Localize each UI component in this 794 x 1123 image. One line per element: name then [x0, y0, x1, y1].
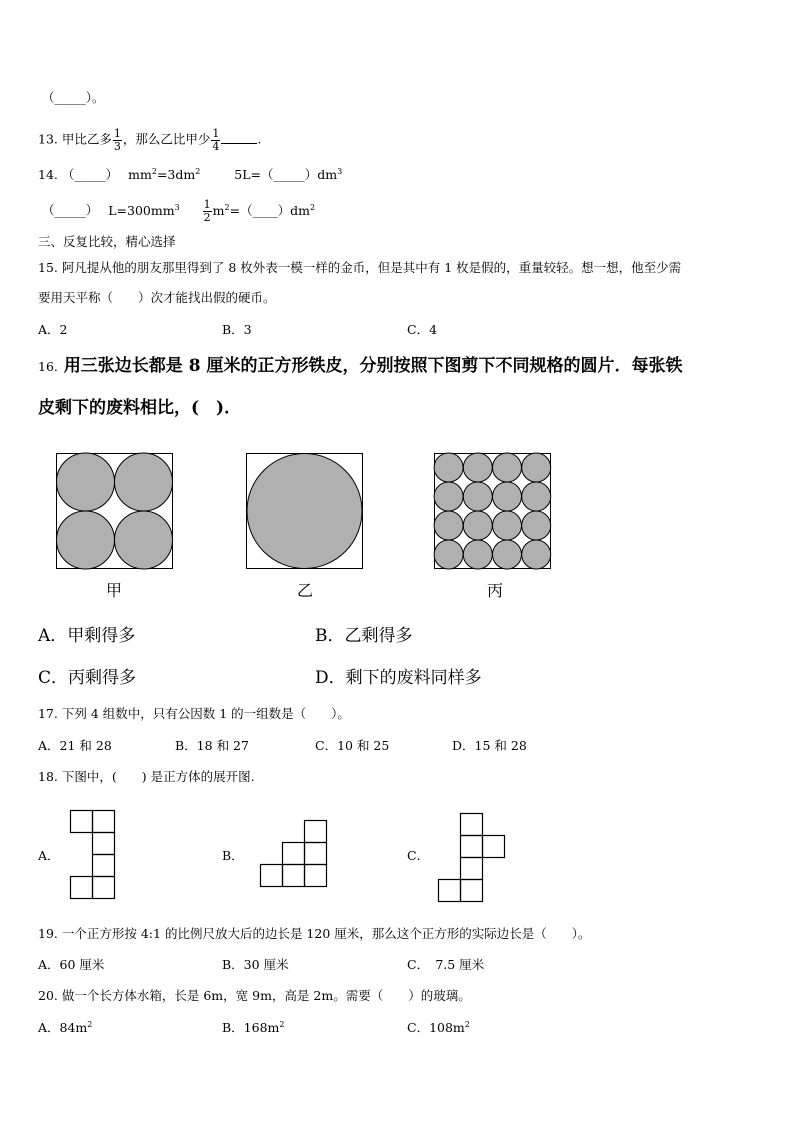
question-15-line2: 要用天平称（ ）次才能找出假的硬币。: [38, 290, 276, 305]
q14-blank-3[interactable]: （_____）: [42, 202, 99, 218]
bing-circle: [493, 453, 522, 482]
q16-option-b[interactable]: B．乙剩得多: [315, 626, 413, 646]
jia-circle: [115, 453, 173, 511]
cube-net-b: [260, 820, 327, 888]
q12-tail: （_____）。: [42, 90, 105, 105]
q19-option-b[interactable]: B．30 厘米: [222, 957, 289, 972]
q17-option-c[interactable]: C．10 和 25: [315, 738, 390, 753]
q14-blank-1[interactable]: （_____）: [61, 167, 119, 183]
q14-unit-1: $mm^2=3dm^2$: [128, 167, 201, 183]
question-18: 18. 下图中，( ) 是正方体的展开图.: [38, 769, 255, 784]
figure-bing: [434, 453, 551, 569]
question-13: 13. 甲比乙多 $\frac{1}{3}$ ，那么乙比甲少 $\frac{1}{4}$ .: [38, 127, 262, 153]
bing-circle: [522, 540, 551, 569]
q14-item-2: $5L=(\_\_\_\_\_)dm^3$: [234, 167, 343, 183]
yi-circle: [247, 454, 362, 569]
q13-text-b: ，那么乙比甲少: [122, 131, 211, 147]
q13-fraction-2: $\frac{1}{4}$: [212, 127, 220, 153]
question-16-line2: 皮剩下的废料相比，( )．: [38, 398, 242, 418]
q13-answer-blank[interactable]: [221, 143, 257, 144]
jia-circle: [115, 511, 173, 569]
figure-label-yi: 乙: [297, 581, 314, 600]
q16-option-d[interactable]: D．剩下的废料同样多: [315, 668, 482, 688]
bing-circle: [434, 540, 463, 569]
figure-yi: [246, 453, 363, 569]
bing-circle: [463, 511, 492, 540]
q18-option-c[interactable]: C．: [407, 848, 430, 863]
question-14-line2: （_____） $L=300mm^3$ $\frac{1}{2}$ $m^2=(\_\_\_\_)dm^2$: [42, 198, 316, 224]
jia-circle: [57, 511, 115, 569]
q20-option-c[interactable]: C．$108m^2$: [407, 1020, 470, 1036]
section-3-heading: 三、反复比较，精心选择: [38, 234, 176, 249]
q18-option-b[interactable]: B．: [222, 848, 244, 863]
q13-text-a: 甲比乙多: [61, 131, 112, 147]
q14-item-4: $\frac{1}{2}$ $m^2=(\_\_\_\_)dm^2$: [203, 198, 316, 224]
bing-circle: [493, 540, 522, 569]
cube-net-a: [70, 810, 116, 901]
q13-fraction-1: $\frac{1}{3}$: [113, 127, 121, 153]
q16-option-c[interactable]: C．丙剩得多: [38, 668, 137, 688]
bing-circle: [522, 453, 551, 482]
q15-option-a[interactable]: A．2: [38, 322, 68, 337]
figure-label-bing: 丙: [487, 581, 504, 600]
bing-circle: [434, 482, 463, 511]
question-14-line1: [38, 168, 342, 182]
q13-label: 13.: [38, 131, 58, 147]
jia-circle: [57, 453, 115, 511]
bing-circle: [463, 453, 492, 482]
q20-option-a[interactable]: A．$84m^2$: [38, 1020, 93, 1036]
bing-circle: [522, 511, 551, 540]
q20-option-b[interactable]: B．$168m^2$: [222, 1020, 285, 1036]
figure-jia: [56, 453, 173, 569]
question-19: 19. 一个正方形按 4:1 的比例尺放大后的边长是 120 厘米，那么这个正方形的实际边长是（ ）。: [38, 926, 591, 941]
q17-option-b[interactable]: B．18 和 27: [175, 738, 249, 753]
bing-circle: [493, 511, 522, 540]
question-15-line1: 15. 阿凡提从他的朋友那里得到了 8 枚外表一模一样的金币，但是其中有 1 枚是假的，重量较轻。想一想，他至少需: [38, 260, 682, 275]
q14-fraction: $\frac{1}{2}$: [203, 198, 211, 224]
q18-option-a[interactable]: A．: [38, 848, 60, 863]
question-20: 20. 做一个长方体水箱，长是 6m，宽 9m，高是 2m。需要（ ）的玻璃。: [38, 988, 471, 1003]
bing-circle: [463, 540, 492, 569]
bing-circle: [463, 482, 492, 511]
q19-option-c[interactable]: C． 7.5 厘米: [407, 957, 485, 972]
q19-option-a[interactable]: A．60 厘米: [38, 957, 105, 972]
q17-option-d[interactable]: D．15 和 28: [452, 738, 527, 753]
question-17: 17. 下列 4 组数中，只有公因数 1 的一组数是（ ）。: [38, 706, 350, 721]
question-16-line1: 16. 用三张边长都是 8 厘米的正方形铁皮，分别按照下图剪下不同规格的圆片．每张铁: [38, 356, 683, 376]
q16-option-a[interactable]: A．甲剩得多: [38, 626, 136, 646]
q15-option-c[interactable]: C．4: [407, 322, 438, 337]
bing-circle: [493, 482, 522, 511]
cube-net-c: [438, 813, 505, 904]
q14-label: 14.: [38, 167, 58, 183]
q17-option-a[interactable]: A．21 和 28: [38, 738, 112, 753]
bing-circle: [434, 511, 463, 540]
figure-label-jia: 甲: [106, 581, 123, 600]
bing-circle: [434, 453, 463, 482]
q15-option-b[interactable]: B．3: [222, 322, 252, 337]
bing-circle: [522, 482, 551, 511]
